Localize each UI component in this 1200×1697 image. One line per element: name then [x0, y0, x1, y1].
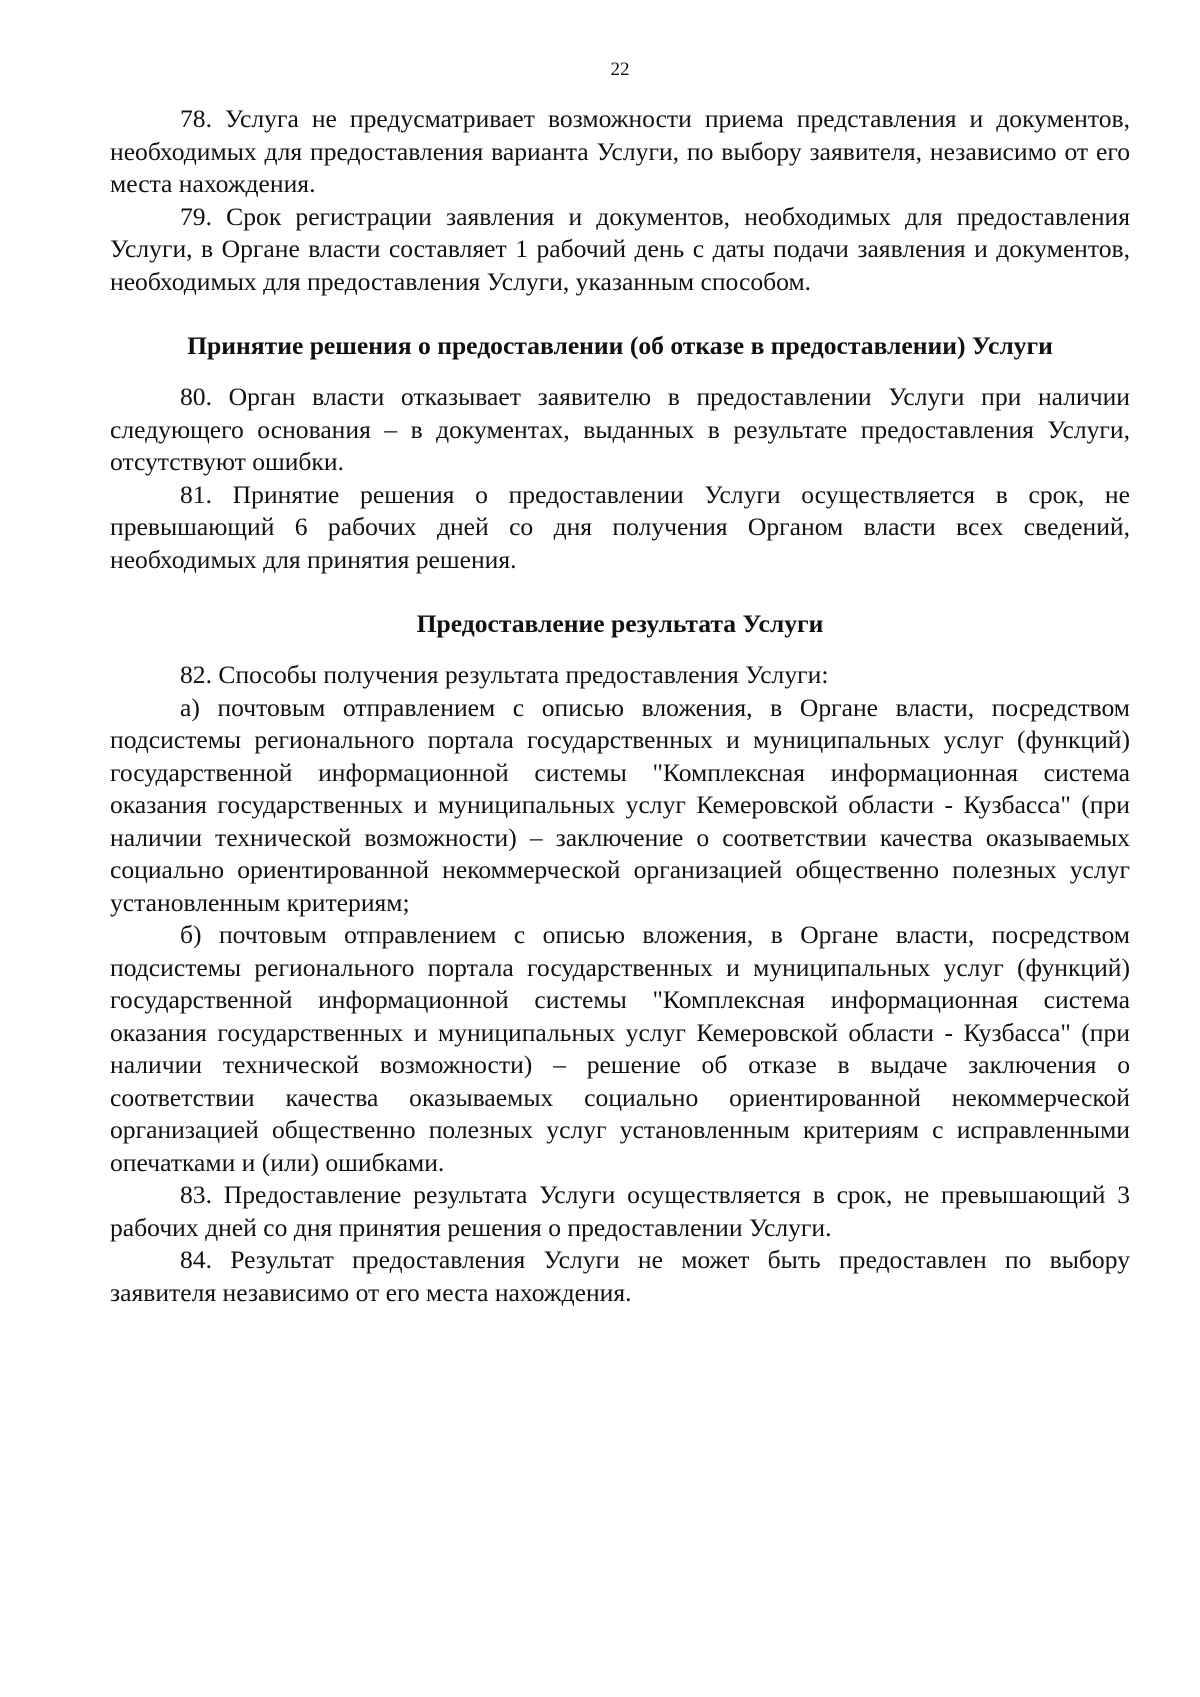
spacer — [110, 298, 1130, 330]
paragraph-80: 80. Орган власти отказывает заявителю в предоставлении Услуги при наличии следующего основания – в документах, выданных в результате предоставления Услуги, отсутствуют ошибки. — [110, 382, 1130, 476]
spacer — [110, 576, 1130, 608]
page-number: 22 — [610, 59, 630, 80]
paragraph-81: 81. Принятие решения о предоставлении Услуги осуществляется в срок, не превышающий 6 рабочих дней со дня получения Органом власти всех сведений, необходимых для принятия решения. — [110, 479, 1130, 574]
spacer — [110, 362, 1130, 381]
paragraph-79: 79. Срок регистрации заявления и документов, необходимых для предоставления Услуги, в Органе власти составляет 1 рабочий день с даты подачи заявления и документов, необходимых для предоставления Услуги, указанным способом. — [110, 201, 1130, 296]
paragraph-84: 84. Результат предоставления Услуги не может быть предоставлен по выбору заявителя независимо от его места нахождения. — [110, 1245, 1130, 1307]
paragraph-82a: а) почтовым отправлением с описью вложения, в Органе власти, посредством подсистемы регионального портала государственных и муниципальных услуг (функций) государственной информационной системы "Комплексная информационная система оказания государственных и муниципальных услуг Кемеровской области - Кузбасса" (при наличии технической возможности) – заключение о соответствии качества оказываемых социально ориентированной некоммерческой организацией общественно полезных услуг установленным критериям; — [110, 692, 1130, 917]
paragraph-78: 78. Услуга не предусматривает возможности приема представления и документов, необходимых для предоставления варианта Услуги, по выбору заявителя, независимо от его места нахождения. — [110, 104, 1130, 198]
document-page — [110, 60, 1130, 1309]
section-heading-result: Предоставление результата Услуги — [416, 609, 824, 638]
paragraph-83: 83. Предоставление результата Услуги осуществляется в срок, не превышающий 3 рабочих дней со дня принятия решения о предоставлении Услуги. — [110, 1180, 1130, 1242]
paragraph-82b: б) почтовым отправлением с описью вложения, в Органе власти, посредством подсистемы регионального портала государственных и муниципальных услуг (функций) государственной информационной системы "Комплексная информационная система оказания государственных и муниципальных услуг Кемеровской области - Кузбасса" (при наличии технической возможности) – решение об отказе в выдаче заключения о соответствии качества оказываемых социально ориентированной некоммерческой организацией общественно полезных услуг установленным критериям с исправленными опечатками и (или) ошибками. — [110, 920, 1130, 1177]
paragraph-82: 82. Способы получения результата предоставления Услуги: — [180, 660, 829, 689]
section-heading-decision: Принятие решения о предоставлении (об отказе в предоставлении) Услуги — [187, 331, 1053, 360]
spacer — [110, 640, 1130, 659]
